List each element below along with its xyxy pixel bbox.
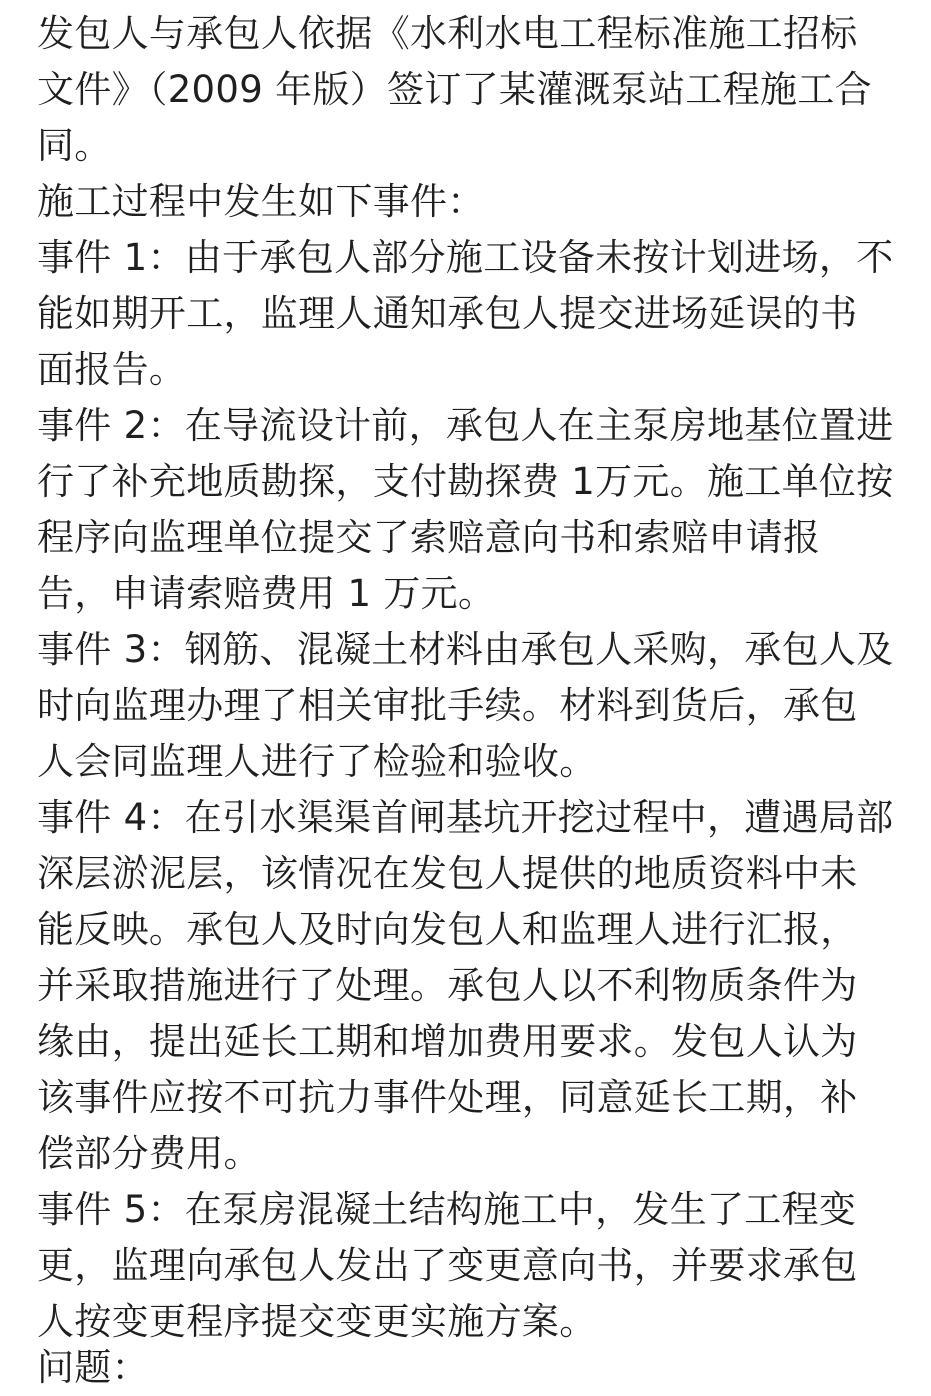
text-line: 缘由，提出延长工期和增加费用要求。发包人认为 [37,1020,858,1063]
text-line: 面报告。 [37,348,187,391]
text-line: 问题： [37,1346,149,1389]
text-line: 偿部分费用。 [37,1132,261,1175]
text-line: 时向监理办理了相关审批手续。材料到货后，承包 [37,684,858,727]
text-line: 告，申请索赔费用 1 万元。 [37,572,496,615]
text-line: 行了补充地质勘探，支付勘探费 1万元。施工单位按 [37,460,894,503]
text-line: 该事件应按不可抗力事件处理，同意延长工期，补 [37,1076,858,1119]
text-line: 程序向监理单位提交了索赔意向书和索赔申请报 [37,516,821,559]
text-line: 事件 4：在引水渠渠首闸基坑开挖过程中，遭遇局部 [37,796,894,839]
text-line: 能如期开工，监理人通知承包人提交进场延误的书 [37,292,858,335]
text-line: 更，监理向承包人发出了变更意向书，并要求承包 [37,1244,858,1287]
text-line: 事件 2：在导流设计前，承包人在主泵房地基位置进 [37,404,894,447]
text-line: 文件》（2009 年版）签订了某灌溉泵站工程施工合 [37,68,872,111]
text-line: 能反映。承包人及时向发包人和监理人进行汇报， [37,908,858,951]
text-line: 施工过程中发生如下事件： [37,180,485,223]
text-line: 事件 1：由于承包人部分施工设备未按计划进场，不 [37,236,894,279]
text-line: 并采取措施进行了处理。承包人以不利物质条件为 [37,964,858,1007]
text-line: 事件 3：钢筋、混凝土材料由承包人采购，承包人及 [37,628,894,671]
text-line: 同。 [37,124,112,167]
text-line: 发包人与承包人依据《水利水电工程标准施工招标 [37,12,858,55]
text-line: 深层淤泥层，该情况在发包人提供的地质资料中未 [37,852,858,895]
text-line: 事件 5：在泵房混凝土结构施工中，发生了工程变 [37,1188,857,1231]
text-line: 人按变更程序提交变更实施方案。 [37,1300,597,1343]
text-line: 人会同监理人进行了检验和验收。 [37,740,597,783]
